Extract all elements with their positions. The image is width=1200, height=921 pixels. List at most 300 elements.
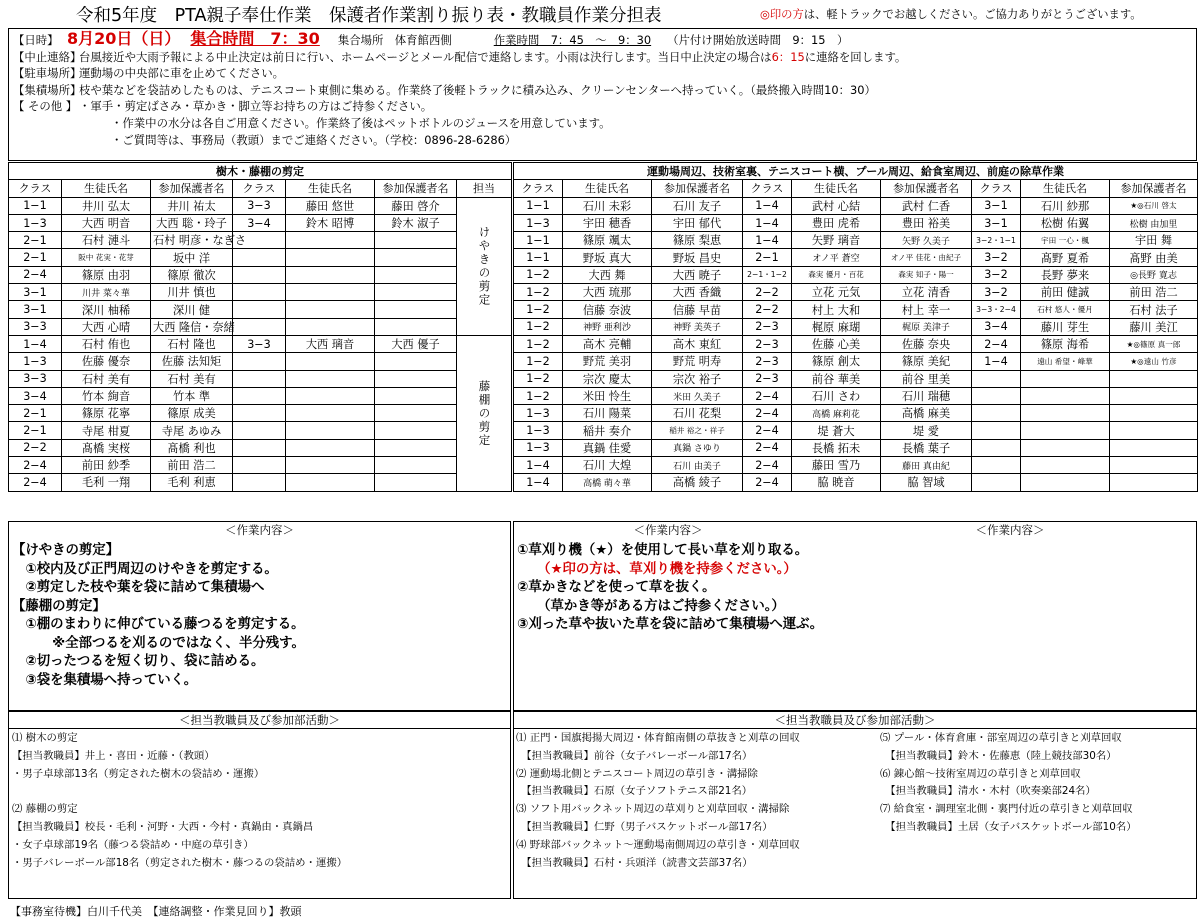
staff-line: ・女子卓球部19名（藤つる袋詰め・中庭の草引き） [12,838,254,851]
table-cell: 石川 由美子 [652,457,743,474]
table-cell: 髙橋 利也 [151,439,233,456]
table-cell: 長橋 葉子 [881,439,972,456]
table-row [514,457,1198,474]
table-cell: 篠原 創太 [792,353,881,370]
table-row [9,318,512,335]
table-cell: 大西 明音 [62,214,151,231]
table-cell: 大西 香織 [652,284,743,301]
table-cell: 石川 さわ [792,387,881,404]
table-cell: 2−2 [9,439,62,456]
staff-line: 【担当教職員】土居（女子バスケットボール部10名） [880,820,1137,833]
staff-line: ⑷ 野球部バックネット～運動場南側周辺の草引き・刈草回収 [516,838,800,851]
table-cell: 2−1 [743,249,792,266]
table-cell: 2−3 [743,353,792,370]
table-cell [375,370,457,387]
staff-line: ⑹ 錬心館～技術室周辺の草引きと刈草回収 [880,767,1081,780]
cancel-text-a: 台風接近や大雨予報による中止決定は前日に行い、ホームページとメール配信で連絡します。小雨は決行します。当日中止決定の場合は [79,49,772,64]
table-cell [972,405,1021,422]
table-cell: 遠山 希望・峰華 [1021,353,1110,370]
parking-row [13,65,1192,82]
table-cell: 2−1 [9,422,62,439]
table-cell [375,439,457,456]
section-title: 運動場周辺、技術室裏、テニスコート横、プール周辺、給食室周辺、前庭の除草作業 [514,163,1198,180]
table-cell [972,370,1021,387]
table-cell: 3−3 [233,197,286,214]
table-cell: ★◎篠原 真一郎 [1110,335,1198,352]
table-row [514,439,1198,456]
table-cell [375,266,457,283]
staff-line: ⑶ ソフト用バックネット周辺の草刈りと刈草回収・溝掃除 [516,803,790,816]
table-cell [375,301,457,318]
table-cell: 篠原 徹次 [151,266,233,283]
right-staff-caption: ＜担当教職員及び参加部活動＞ [513,712,1197,729]
table-cell [286,370,375,387]
table-cell: 2−4 [743,474,792,491]
table-cell: 高木 東紅 [652,335,743,352]
work-step-1: ①草刈り機（★）を使用して長い草を刈り取る。 [517,543,809,558]
group-cell [457,335,512,491]
table-cell: 石村 法子 [1110,301,1198,318]
table-cell: 1−4 [514,457,563,474]
staff-line: ⑵ 運動場北側とテニスコート周辺の草引き・溝掃除 [516,767,758,780]
table-cell [286,422,375,439]
staff-line: ・男子卓球部13名（剪定された樹木の袋詰め・運搬） [12,767,265,780]
table-cell [375,318,457,335]
table-cell: 武村 仁香 [881,197,972,214]
column-header: クラス [233,180,286,197]
table-cell [375,387,457,404]
info-box [8,28,1197,161]
table-cell: 1−3 [514,422,563,439]
table-cell: 3−1 [9,284,62,301]
collect-key: 【集積場所】 [13,82,82,97]
parking-key: 【駐車場所】 [13,66,82,81]
table-cell: 大西 隆信・奈緒 [151,318,233,335]
table-cell: 石村 漣斗 [62,232,151,249]
table-row [514,422,1198,439]
left-staff-list [12,730,347,872]
table-cell: 藤田 真由紀 [881,457,972,474]
table-row [514,301,1198,318]
table-cell [233,249,286,266]
work-line: ③袋を集積場へ持っていく。 [12,672,198,688]
table-cell: 2−4 [743,422,792,439]
table-cell: 1−1 [514,197,563,214]
column-header: 生徒氏名 [792,180,881,197]
table-cell: 石村 悠人・優月 [1021,301,1110,318]
table-cell: 3−1 [9,301,62,318]
table-cell: 3−3 [9,318,62,335]
table-cell: 大西 聡・玲子 [151,214,233,231]
table-cell: 高橋 麻莉花 [792,405,881,422]
table-cell: 1−4 [514,474,563,491]
column-header: 生徒氏名 [563,180,652,197]
table-cell: オノ平 佳花・由紀子 [881,249,972,266]
table-cell [233,284,286,301]
table-cell: 前田 紗季 [62,457,151,474]
table-cell [1021,387,1110,404]
staff-line: 【担当教職員】石村・兵頭洋（読書文芸部37名） [516,856,753,869]
top-note [760,6,1142,22]
table-cell: 2−4 [972,335,1021,352]
table-cell: 石川 大煌 [563,457,652,474]
table-cell: 毛利 利恵 [151,474,233,491]
table-cell: 神野 美英子 [652,318,743,335]
group-label-keyaki: けやきの剪定 [477,225,492,307]
table-row [9,232,512,249]
table-cell: 脇 暁音 [792,474,881,491]
table-cell: 稲井 裕之・祥子 [652,422,743,439]
table-cell [375,249,457,266]
table-cell: 1−3 [9,214,62,231]
table-cell: 鈴木 淑子 [375,214,457,231]
table-cell [233,266,286,283]
table-row [9,335,512,352]
table-cell: 高木 亮輔 [563,335,652,352]
table-cell: 3−2 [972,249,1021,266]
right-work-caption-2: ＜作業内容＞ [975,523,1045,537]
other-row [13,98,1192,115]
table-cell: 藤田 悠世 [286,197,375,214]
table-row [9,284,512,301]
table-cell [375,232,457,249]
table-cell: 1−3 [514,405,563,422]
table-cell [286,474,375,491]
right-work-caption: ＜作業内容＞ [633,523,703,537]
table-cell: 髙野 由美 [1110,249,1198,266]
work-line: ①校内及び正門周辺のけやきを剪定する。 [12,561,278,577]
table-cell: 宗次 慶太 [563,370,652,387]
column-header: 参加保護者名 [1110,180,1198,197]
table-row [514,370,1198,387]
table-cell: 2−1・1−2 [743,266,792,283]
left-staff-caption: ＜担当教職員及び参加部活動＞ [8,712,511,729]
cancel-row [13,49,1192,66]
table-cell: 2−1 [9,249,62,266]
left-work-caption: ＜作業内容＞ [225,523,294,537]
table-cell: 長橋 拓未 [792,439,881,456]
staff-line: ⑴ 正門・国旗掲揚大周辺・体育館南側の草抜きと刈草の回収 [516,732,800,744]
table-row [9,405,512,422]
section-title: 樹木・藤棚の剪定 [9,163,512,180]
table-cell: 3−3 [233,335,286,352]
table-cell: 1−4 [743,214,792,231]
table-cell: 石村 美有 [151,370,233,387]
table-cell: 大西 舞 [563,266,652,283]
table-row [514,232,1198,249]
table-cell: 篠原 颯太 [563,232,652,249]
table-cell [286,405,375,422]
table-cell: 信藤 奈波 [563,301,652,318]
table-cell [233,387,286,404]
table-cell: 宗次 裕子 [652,370,743,387]
table-row [514,249,1198,266]
table-cell [1110,457,1198,474]
table-cell [233,439,286,456]
column-header: 参加保護者名 [151,180,233,197]
table-cell: 井川 弘太 [62,197,151,214]
other-row-2 [13,115,1192,132]
staff-line: 【担当教職員】清水・木村（吹奏楽部24名） [880,785,1096,798]
table-cell: 石川 陽菜 [563,405,652,422]
table-cell [1021,370,1110,387]
table-cell: 3−1 [972,197,1021,214]
table-cell: 佐藤 優奈 [62,353,151,370]
work-line: 【けやきの剪定】 [12,543,120,558]
table-cell: 石村 美有 [62,370,151,387]
table-row [9,422,512,439]
right-work-content [517,542,823,635]
table-cell: 前田 健誠 [1021,284,1110,301]
table-cell: 川井 慎也 [151,284,233,301]
table-cell: 武村 心結 [792,197,881,214]
table-cell: 野坂 真大 [563,249,652,266]
table-cell: 2−2 [743,284,792,301]
table-row [9,301,512,318]
table-cell: 2−3 [743,370,792,387]
table-cell [1021,422,1110,439]
table-cell [972,439,1021,456]
work-step-1-note: （★印の方は、草刈り機を持参ください。） [517,561,797,577]
cleanup-time: （片付け開始放送時間 9：15 ） [667,33,849,47]
table-cell: 坂中 洋 [151,249,233,266]
table-cell [1110,405,1198,422]
table-cell: 立花 元気 [792,284,881,301]
table-cell [286,353,375,370]
gather-place: 集合場所 体育館西側 [337,33,452,47]
table-cell: 1−3 [9,353,62,370]
work-line: ①棚のまわりに伸びている藤つるを剪定する。 [12,617,305,632]
table-cell: 宇田 一心・楓 [1021,232,1110,249]
table-cell [375,405,457,422]
table-cell [286,318,375,335]
other-key: 【 その他 】 [13,99,78,114]
table-cell: 1−1 [514,249,563,266]
table-cell: 佐藤 奈央 [881,335,972,352]
table-row [514,474,1198,491]
collect-row [13,82,1192,99]
table-cell [1110,370,1198,387]
staff-line: ・男子バレーボール部18名（剪定された樹木・藤つるの袋詰め・運搬） [12,856,348,869]
table-cell: 2−1 [9,405,62,422]
table-cell: 大西 暁子 [652,266,743,283]
work-step-2: ②草かきなどを使って草を抜く。 [517,580,716,595]
table-cell [375,422,457,439]
other-text-1: ・軍手・剪定ばさみ・草かき・脚立等お持ちの方はご持参ください。 [79,99,433,114]
column-header: 参加保護者名 [881,180,972,197]
table-cell [1021,474,1110,491]
table-cell: 佐藤 法知矩 [151,353,233,370]
table-row [9,439,512,456]
table-cell: 1−2 [514,387,563,404]
cancel-text-b: に連絡を回します。 [804,49,907,64]
right-staff-list-a [516,730,800,872]
table-cell: 深川 健 [151,301,233,318]
right-staff-list-b [880,730,1137,837]
table-cell [972,474,1021,491]
table-cell [286,232,375,249]
table-cell: 前田 浩二 [151,457,233,474]
table-cell: 2−1 [9,232,62,249]
table-cell: 石川 未彩 [563,197,652,214]
column-header: 生徒氏名 [286,180,375,197]
table-cell: 1−2 [514,335,563,352]
table-cell: 米田 久美子 [652,387,743,404]
group-label-fuji: 藤棚の剪定 [477,379,492,448]
work-line: ②切ったつるを短く切り、袋に詰める。 [12,654,265,669]
table-cell [286,439,375,456]
table-cell: 真鍋 佳愛 [563,439,652,456]
table-cell: 稲井 奏介 [563,422,652,439]
table-cell: 篠原 梨恵 [652,232,743,249]
table-cell [1110,439,1198,456]
table-row [9,474,512,491]
table-cell: 寺尾 あゆみ [151,422,233,439]
table-cell: 長野 夢来 [1021,266,1110,283]
date-key: 【日時】 [13,33,59,47]
table-cell: 阪中 花実・花芽 [62,249,151,266]
table-row [514,197,1198,214]
table-cell: 篠原 花寧 [62,405,151,422]
table-cell: 松樹 佑翼 [1021,214,1110,231]
table-cell: 篠原 美紀 [881,353,972,370]
table-cell: 佐藤 心美 [792,335,881,352]
table-cell: 石川 友子 [652,197,743,214]
table-row [9,197,512,214]
table-cell [972,422,1021,439]
table-cell: 1−3 [514,439,563,456]
work-step-2-note: （草かき等がある方はご持参ください。） [517,598,785,614]
table-row [514,387,1198,404]
table-cell: 梶原 美津子 [881,318,972,335]
table-cell: 1−1 [514,232,563,249]
table-cell [972,387,1021,404]
left-work-content [12,542,305,690]
table-cell: 1−2 [514,318,563,335]
pruning-table [8,162,512,492]
table-cell: 大西 琉那 [563,284,652,301]
table-cell: 1−2 [514,284,563,301]
staff-line: 【担当教職員】校長・毛利・河野・大西・今村・真鍋由・真鍋昌 [12,820,314,833]
table-cell [233,405,286,422]
table-row [9,457,512,474]
table-cell: 1−2 [514,266,563,283]
table-cell: 1−4 [743,197,792,214]
table-row [9,214,512,231]
staff-line: 【担当教職員】井上・喜田・近藤・（教頭） [12,749,215,762]
table-cell [286,387,375,404]
table-cell [233,370,286,387]
table-cell: 前田 浩二 [1110,284,1198,301]
table-cell: 村上 幸一 [881,301,972,318]
event-date: 8月20日（日） [67,29,181,48]
table-cell: 立花 清香 [881,284,972,301]
table-cell [1110,474,1198,491]
collect-text: 枝や葉などを袋詰めしたものは、テニスコート東側に集める。作業終了後軽トラックに積み込み、クリーンセンターへ持っていく。（最終搬入時間10：30） [79,82,876,97]
table-cell [286,301,375,318]
staff-line: ⑸ プール・体育倉庫・部室周辺の草引きと刈草回収 [880,732,1122,744]
column-header-row [514,180,1198,197]
staff-line [12,783,347,801]
table-cell: 堤 愛 [881,422,972,439]
table-cell [233,301,286,318]
table-cell: 3−2 [972,266,1021,283]
column-header: 担当 [457,180,512,197]
column-header: 生徒氏名 [1021,180,1110,197]
table-cell [233,457,286,474]
column-header: 参加保護者名 [652,180,743,197]
table-row [514,405,1198,422]
table-cell: 大西 優子 [375,335,457,352]
table-cell [972,457,1021,474]
table-row [514,266,1198,283]
table-cell: 高橋 綾子 [652,474,743,491]
table-cell [1110,387,1198,404]
table-cell [233,474,286,491]
table-cell [375,284,457,301]
table-cell [1021,457,1110,474]
column-header: 参加保護者名 [375,180,457,197]
table-cell: 寺尾 柑夏 [62,422,151,439]
table-cell: 宇田 舞 [1110,232,1198,249]
table-cell: 野荒 明寿 [652,353,743,370]
table-cell: 3−4 [233,214,286,231]
table-cell: 2−2 [743,301,792,318]
table-cell: 1−2 [514,301,563,318]
page-title: 令和5年度 PTA親子奉仕作業 保護者作業割り振り表・教職員作業分担表 [76,6,662,26]
table-cell: 竹本 絢音 [62,387,151,404]
table-cell: 2−4 [743,457,792,474]
column-header: クラス [743,180,792,197]
table-cell: 2−4 [743,387,792,404]
section-header-row [9,163,512,180]
table-cell: 村上 大和 [792,301,881,318]
table-cell [286,266,375,283]
other-text-2: ・作業中の水分は各自ご用意ください。作業終了後はペットボトルのジュースを用意しています。 [111,115,611,130]
table-cell: 鈴木 昭博 [286,214,375,231]
work-line: ※全部つるを刈るのではなく、半分残す。 [12,635,305,651]
table-cell: 3−4 [972,318,1021,335]
table-cell: 米田 怜生 [563,387,652,404]
top-note-text: は、軽トラックでお越しください。ご協力ありがとうございます。 [803,8,1142,21]
table-cell: 藤川 美江 [1110,318,1198,335]
table-cell: 前谷 華美 [792,370,881,387]
table-cell: 髙野 夏希 [1021,249,1110,266]
table-cell [286,457,375,474]
table-cell: 1−4 [972,353,1021,370]
table-cell: 篠原 成美 [151,405,233,422]
table-cell: 松樹 由加里 [1110,214,1198,231]
table-cell: 藤川 芽生 [1021,318,1110,335]
table-cell: 宇田 郁代 [652,214,743,231]
table-cell: 深川 柚稀 [62,301,151,318]
table-cell: 藤田 雪乃 [792,457,881,474]
other-row-3 [13,132,1192,149]
staff-line: 【担当教職員】仁野（男子バスケットボール部17名） [516,820,773,833]
top-note-mark: ◎印の方 [760,8,804,21]
table-row [514,318,1198,335]
group-cell [457,197,512,335]
table-cell: 3−2 [972,284,1021,301]
table-cell: 1−4 [9,335,62,352]
header [0,2,1200,26]
column-header-row [9,180,512,197]
table-row [514,353,1198,370]
table-row [9,353,512,370]
table-cell: 信藤 早苗 [652,301,743,318]
table-cell: 2−4 [743,439,792,456]
table-cell: ★◎石川 啓太 [1110,197,1198,214]
